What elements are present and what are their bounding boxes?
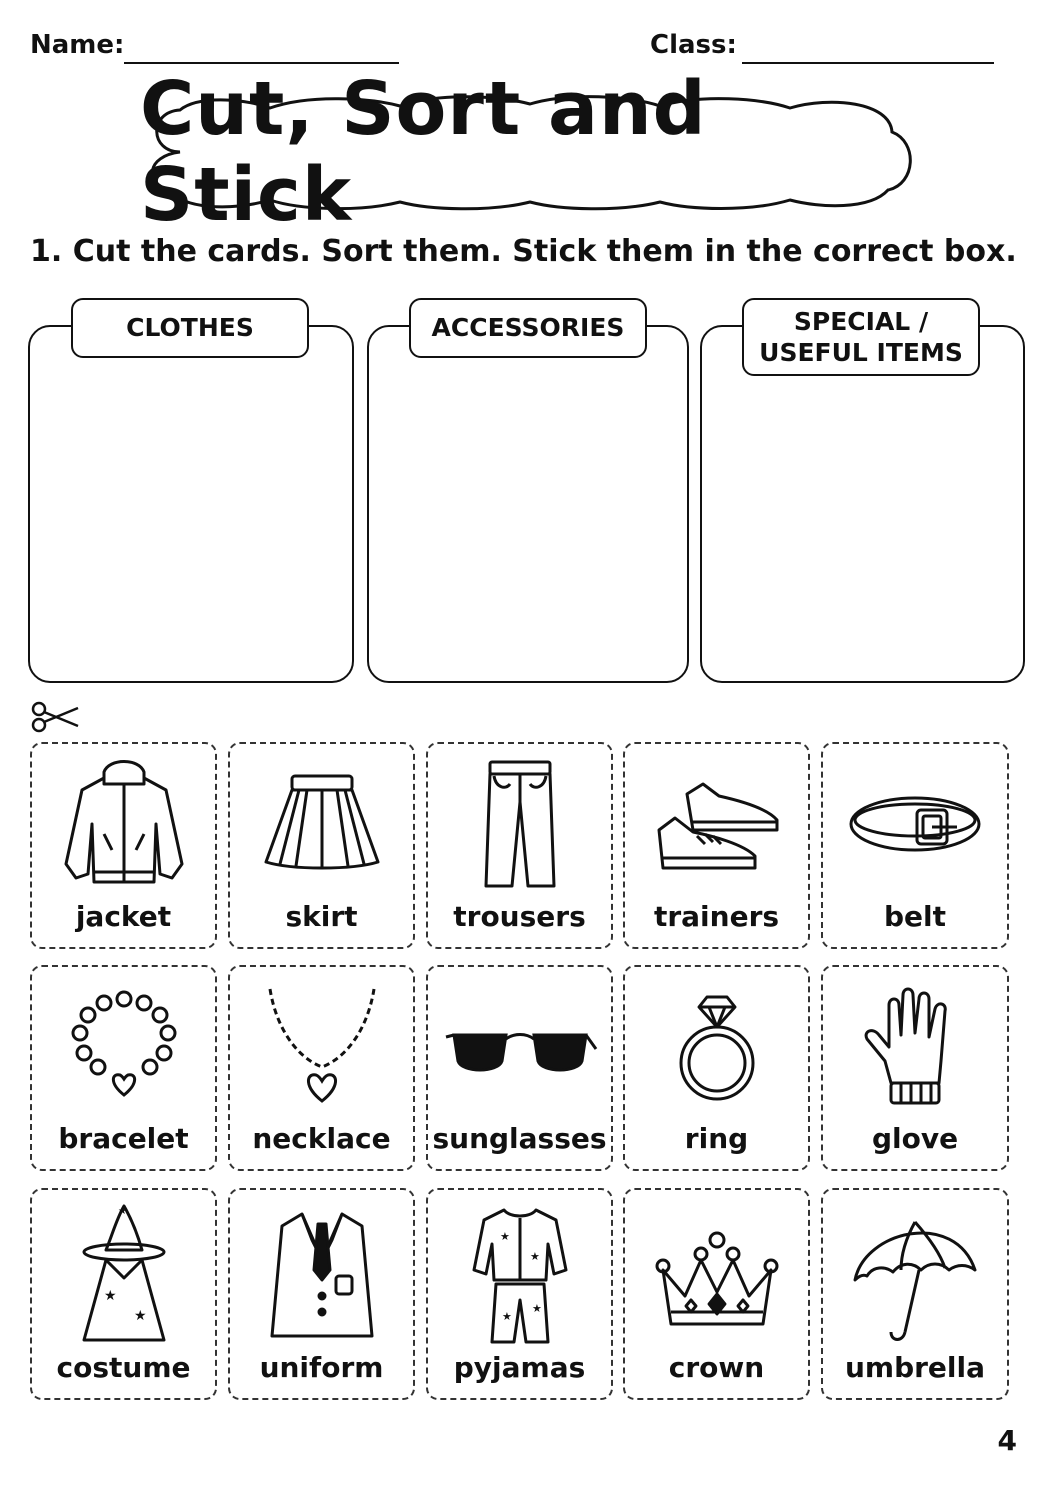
category-label-line1: SPECIAL / — [793, 306, 929, 336]
svg-text:★: ★ — [133, 1308, 147, 1324]
card-word: costume — [56, 1351, 191, 1384]
instruction-text: 1. Cut the cards. Sort them. Stick them in the correct box. — [30, 234, 1017, 269]
svg-text:★: ★ — [499, 1230, 510, 1243]
svg-text:★: ★ — [531, 1302, 542, 1315]
drop-box-clothes[interactable] — [28, 325, 354, 683]
card-word: crown — [668, 1351, 765, 1384]
card-word: glove — [871, 1122, 959, 1155]
class-line[interactable] — [742, 62, 994, 64]
skirt-icon — [252, 754, 392, 894]
card-word: ring — [684, 1122, 749, 1155]
costume-icon — [54, 1200, 194, 1350]
category-tab-accessories — [409, 298, 647, 358]
drop-box-special-items[interactable] — [700, 325, 1025, 683]
scissors-icon — [30, 700, 80, 734]
category-label: CLOTHES — [126, 313, 254, 343]
category-tab-special-items — [742, 298, 980, 376]
name-line[interactable] — [124, 62, 399, 64]
class-label: Class: — [650, 30, 737, 60]
svg-text:★: ★ — [103, 1288, 117, 1304]
category-tab-clothes — [71, 298, 309, 358]
card-word: uniform — [259, 1351, 384, 1384]
card-word: trousers — [453, 900, 586, 933]
ring-icon — [647, 977, 787, 1117]
card-costume[interactable] — [30, 1188, 217, 1400]
svg-text:★: ★ — [529, 1250, 540, 1263]
card-word: pyjamas — [453, 1351, 586, 1384]
card-word: trainers — [653, 900, 780, 933]
card-pyjamas[interactable] — [426, 1188, 613, 1400]
card-word: sunglasses — [432, 1122, 607, 1155]
category-label-line2: USEFUL ITEMS — [759, 338, 963, 367]
name-label: Name: — [30, 30, 125, 60]
card-jacket[interactable] — [30, 742, 217, 949]
card-word: bracelet — [58, 1122, 189, 1155]
bracelet-icon — [54, 977, 194, 1117]
card-word: skirt — [285, 900, 358, 933]
jacket-icon — [54, 754, 194, 894]
page-number: 4 — [997, 1424, 1017, 1457]
crown-icon — [647, 1200, 787, 1350]
pyjamas-icon — [450, 1200, 590, 1350]
card-umbrella[interactable] — [821, 1188, 1009, 1400]
card-glove[interactable] — [821, 965, 1009, 1171]
card-trainers[interactable] — [623, 742, 810, 949]
card-trousers[interactable] — [426, 742, 613, 949]
card-word: jacket — [75, 900, 172, 933]
card-belt[interactable] — [821, 742, 1009, 949]
svg-text:★: ★ — [117, 1206, 127, 1217]
umbrella-icon — [845, 1200, 985, 1350]
sunglasses-icon — [440, 977, 600, 1117]
card-sunglasses[interactable] — [426, 965, 613, 1171]
drop-box-accessories[interactable] — [367, 325, 689, 683]
card-crown[interactable] — [623, 1188, 810, 1400]
card-ring[interactable] — [623, 965, 810, 1171]
glove-icon — [845, 977, 985, 1117]
title-banner — [140, 66, 920, 238]
card-word: necklace — [252, 1122, 391, 1155]
trainers-icon — [647, 754, 787, 894]
card-bracelet[interactable] — [30, 965, 217, 1171]
card-skirt[interactable] — [228, 742, 415, 949]
category-label: ACCESSORIES — [431, 313, 625, 343]
svg-text:★: ★ — [501, 1310, 512, 1323]
trousers-icon — [450, 754, 590, 894]
uniform-icon — [252, 1200, 392, 1350]
card-word: umbrella — [844, 1351, 986, 1384]
card-necklace[interactable] — [228, 965, 415, 1171]
card-uniform[interactable] — [228, 1188, 415, 1400]
necklace-icon — [252, 977, 392, 1117]
belt-icon — [845, 754, 985, 894]
page-title: Cut, Sort and Stick — [140, 66, 707, 238]
card-word: belt — [883, 900, 946, 933]
